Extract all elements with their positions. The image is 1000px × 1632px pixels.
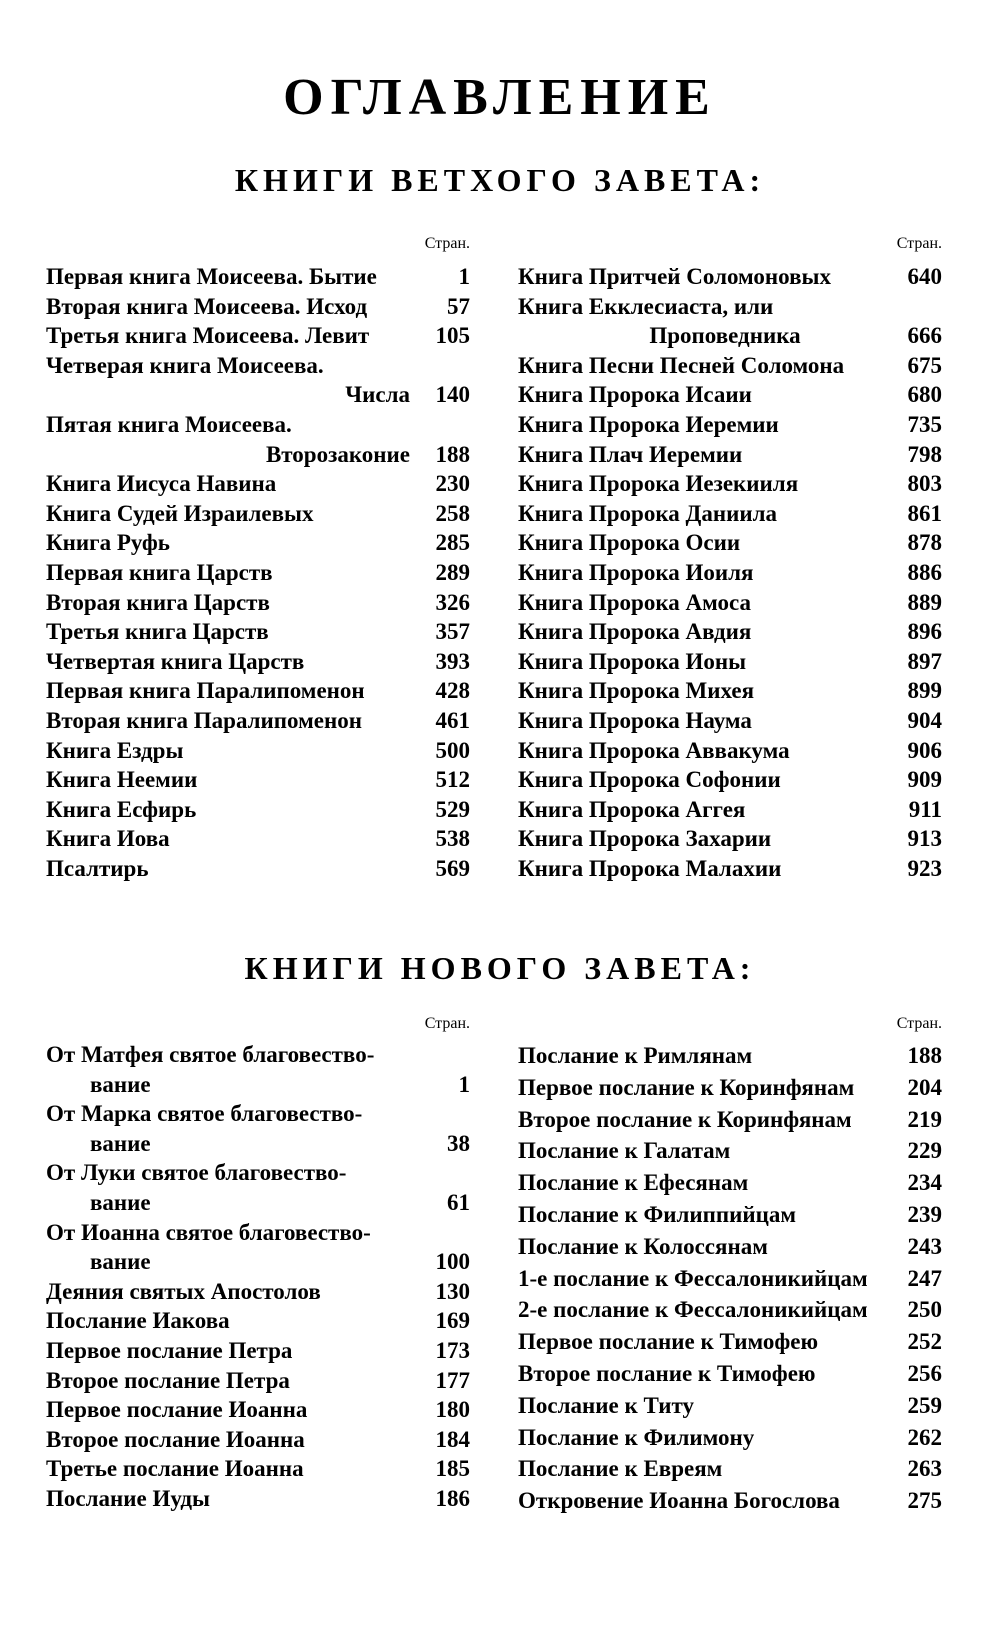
entry-title: Послание к Ефесянам <box>518 1170 749 1196</box>
entry-title: Книга Руфь <box>46 530 170 556</box>
entry-page-number: 140 <box>435 382 470 408</box>
entry-title: 2-е послание к Фессалоникийцам <box>518 1297 868 1323</box>
entry-title: Второзаконие <box>265 441 410 467</box>
entry-title: Книга Плач Иеремии <box>518 441 743 467</box>
entry-title: Послание к Евреям <box>518 1456 723 1482</box>
entry-page-number: 57 <box>447 293 470 319</box>
toc-entry <box>518 1485 942 1517</box>
entry-title: Книга Притчей Соломоновых <box>518 264 831 289</box>
entry-title: Книга Пророка Михея <box>518 678 755 704</box>
entry-page-number: 234 <box>907 1170 942 1196</box>
toc-entry <box>46 262 470 292</box>
toc-entry <box>518 1294 942 1326</box>
entry-page-number: 357 <box>435 619 470 645</box>
entry-page-number: 263 <box>907 1456 942 1482</box>
toc-entry <box>518 676 942 706</box>
entry-page-number: 61 <box>447 1189 470 1215</box>
entry-title: Послание к Римлянам <box>518 1043 753 1068</box>
entry-title: Второе послание Иоанна <box>46 1426 305 1452</box>
entry-title: От Марка святое благовество- <box>46 1101 363 1127</box>
entry-page-number: 428 <box>435 678 470 704</box>
entry-title: Послание к Галатам <box>518 1138 731 1164</box>
entry-title: Третье послание Иоанна <box>46 1456 304 1482</box>
entry-page-number: 666 <box>907 323 942 349</box>
entry-title: Книга Судей Израилевых <box>46 500 314 526</box>
toc-entry <box>518 824 942 854</box>
entry-page-number: 896 <box>907 619 942 645</box>
entry-page-number: 904 <box>907 707 942 733</box>
entry-page-number: 262 <box>907 1424 942 1450</box>
entry-title: Книга Пророка Иоиля <box>518 559 754 585</box>
entry-page-number: 913 <box>907 826 942 852</box>
entry-page-number: 899 <box>907 678 942 704</box>
toc-entry <box>518 292 942 322</box>
entry-title: Второе послание к Коринфянам <box>518 1106 852 1132</box>
toc-entry <box>46 647 470 677</box>
toc-entry <box>518 617 942 647</box>
entry-page-number: 184 <box>435 1426 470 1452</box>
entry-title: Проповедника <box>649 323 801 349</box>
entry-page-number: 173 <box>435 1337 470 1363</box>
toc-entry <box>46 1070 470 1100</box>
toc-entry <box>46 1129 470 1159</box>
entry-title: Книга Пророка Наума <box>518 707 752 733</box>
toc-entry <box>518 706 942 736</box>
entry-page-number: 897 <box>907 648 942 674</box>
nt-right-list <box>518 1040 942 1517</box>
entry-title: От Матфея святое благовество- <box>46 1042 375 1067</box>
toc-entry <box>46 1158 470 1188</box>
toc-entry <box>46 410 470 440</box>
entry-page-number: 219 <box>907 1106 942 1132</box>
page-label: Стран. <box>424 235 470 252</box>
entry-page-number: 461 <box>435 707 470 733</box>
entry-page-number: 259 <box>907 1392 942 1418</box>
entry-title: Первое послание Петра <box>46 1337 293 1363</box>
ot-left-list <box>46 262 470 883</box>
entry-page-number: 258 <box>435 500 470 526</box>
entry-page-number: 886 <box>907 559 942 585</box>
toc-entry <box>46 1247 470 1277</box>
toc-entry <box>518 1453 942 1485</box>
toc-entry <box>46 321 470 351</box>
toc-entry <box>46 1484 470 1514</box>
toc-entry <box>46 1040 470 1070</box>
entry-title: Книга Пророка Ионы <box>518 648 747 674</box>
entry-title: Вторая книга Царств <box>46 589 270 615</box>
toc-entry <box>46 292 470 322</box>
toc-entry <box>46 440 470 470</box>
page-label: Стран. <box>424 1015 470 1032</box>
entry-page-number: 100 <box>435 1249 470 1275</box>
entry-page-number: 326 <box>435 589 470 615</box>
toc-entry <box>518 440 942 470</box>
entry-title: От Луки святое благовество- <box>46 1160 347 1186</box>
ot-left-column <box>46 234 470 883</box>
toc-entry <box>518 1263 942 1295</box>
entry-title: Первое послание Иоанна <box>46 1397 308 1423</box>
entry-page-number: 186 <box>435 1485 470 1511</box>
toc-entry <box>46 1336 470 1366</box>
entry-page-number: 393 <box>435 648 470 674</box>
toc-entry <box>518 1326 942 1358</box>
entry-title: Послание Иакова <box>46 1308 230 1334</box>
entry-title: Вторая книга Паралипоменон <box>46 707 363 733</box>
entry-page-number: 512 <box>435 767 470 793</box>
entry-title: Четверая книга Моисеева. <box>46 352 324 378</box>
entry-title: Книга Есфирь <box>46 796 197 822</box>
entry-title: Книга Ездры <box>46 737 184 763</box>
entry-page-number: 252 <box>907 1329 942 1355</box>
entry-page-number: 538 <box>435 826 470 852</box>
new-testament-heading: КНИГИ НОВОГО ЗАВЕТА: <box>244 950 756 986</box>
toc-entry <box>518 736 942 766</box>
toc-entry <box>518 1135 942 1167</box>
entry-title: Послание к Филиппийцам <box>518 1201 797 1227</box>
page-title: ОГЛАВЛЕНИЕ <box>283 69 717 126</box>
entry-page-number: 640 <box>907 264 942 289</box>
entry-page-number: 909 <box>907 767 942 793</box>
toc-entry <box>518 1167 942 1199</box>
entry-title: Третья книга Моисеева. Левит <box>46 323 370 349</box>
entry-title: Послание к Филимону <box>518 1424 755 1450</box>
entry-title: Первая книга Моисеева. Бытие <box>46 264 377 289</box>
ot-right-list <box>518 262 942 883</box>
toc-entry <box>46 1366 470 1396</box>
toc-entry <box>518 469 942 499</box>
entry-page-number: 289 <box>435 559 470 585</box>
entry-title: Книга Пророка Даниила <box>518 500 777 526</box>
entry-page-number: 569 <box>435 855 470 881</box>
entry-title: Книга Пророка Исаии <box>518 382 752 408</box>
entry-page-number: 185 <box>435 1456 470 1482</box>
toc-entry <box>46 588 470 618</box>
toc-entry <box>46 1099 470 1129</box>
toc-entry <box>46 706 470 736</box>
entry-title: Деяния святых Апостолов <box>46 1278 321 1304</box>
entry-page-number: 529 <box>435 796 470 822</box>
toc-entry <box>46 528 470 558</box>
entry-title: Первое послание к Коринфянам <box>518 1074 855 1100</box>
entry-page-number: 229 <box>907 1138 942 1164</box>
entry-title: Первая книга Царств <box>46 559 273 585</box>
entry-title: Книга Пророка Осии <box>518 530 741 556</box>
entry-title: Книга Иисуса Навина <box>46 471 277 497</box>
entry-page-number: 239 <box>907 1201 942 1227</box>
toc-entry <box>46 1188 470 1218</box>
entry-page-number: 680 <box>907 382 942 408</box>
entry-page-number: 500 <box>435 737 470 763</box>
page-label: Стран. <box>896 235 942 252</box>
entry-page-number: 735 <box>907 411 942 437</box>
toc-entry <box>518 1422 942 1454</box>
entry-title: Книга Песни Песней Соломона <box>518 352 845 378</box>
entry-title: Откровение Иоанна Богослова <box>518 1488 840 1514</box>
toc-entry <box>518 410 942 440</box>
toc-entry <box>518 1040 942 1072</box>
entry-page-number: 878 <box>907 530 942 556</box>
nt-left-list <box>46 1040 470 1514</box>
entry-page-number: 906 <box>907 737 942 763</box>
toc-entry <box>518 765 942 795</box>
entry-page-number: 243 <box>907 1233 942 1259</box>
entry-page-number: 204 <box>907 1074 942 1100</box>
entry-title: Первая книга Паралипоменон <box>46 678 365 704</box>
old-testament-heading: КНИГИ ВЕТХОГО ЗАВЕТА: <box>234 162 766 198</box>
toc-entry <box>518 588 942 618</box>
entry-title: Третья книга Царств <box>46 619 269 645</box>
entry-title: Второе послание Петра <box>46 1367 290 1393</box>
entry-title: вание <box>90 1130 151 1156</box>
entry-page-number: 803 <box>907 471 942 497</box>
toc-entry <box>518 499 942 529</box>
entry-title: От Иоанна святое благовество- <box>46 1219 371 1245</box>
entry-title: Послание к Титу <box>518 1392 694 1418</box>
entry-page-number: 180 <box>435 1397 470 1423</box>
toc-entry <box>46 676 470 706</box>
toc-entry <box>518 1104 942 1136</box>
entry-page-number: 38 <box>447 1130 470 1156</box>
entry-title: Первое послание к Тимофею <box>518 1329 819 1355</box>
toc-entry <box>46 1454 470 1484</box>
toc-entry <box>518 558 942 588</box>
entry-page-number: 911 <box>908 796 942 822</box>
entry-title: вание <box>90 1071 151 1097</box>
toc-entry <box>518 380 942 410</box>
entry-title: Книга Пророка Софонии <box>518 767 781 793</box>
entry-page-number: 861 <box>907 500 942 526</box>
entry-page-number: 675 <box>907 352 942 378</box>
entry-page-number: 798 <box>907 441 942 467</box>
toc-entry <box>46 351 470 381</box>
toc-entry <box>518 351 942 381</box>
entry-title: Книга Неемии <box>46 767 198 793</box>
entry-title: вание <box>90 1249 151 1275</box>
nt-right-column <box>518 1014 942 1517</box>
entry-page-number: 188 <box>907 1043 942 1068</box>
entry-title: Книга Пророка Аввакума <box>518 737 790 763</box>
toc-entry <box>46 765 470 795</box>
entry-page-number: 188 <box>435 441 470 467</box>
entry-title: Числа <box>345 382 410 408</box>
ot-right-column <box>518 234 942 883</box>
entry-title: Книга Пророка Аггея <box>518 796 746 822</box>
toc-entry <box>46 380 470 410</box>
entry-page-number: 889 <box>907 589 942 615</box>
entry-page-number: 230 <box>435 471 470 497</box>
toc-entry <box>518 854 942 884</box>
entry-page-number: 130 <box>435 1278 470 1304</box>
entry-title: Пятая книга Моисеева. <box>46 411 292 437</box>
toc-entry <box>46 558 470 588</box>
toc-entry <box>46 736 470 766</box>
toc-entry <box>518 1199 942 1231</box>
toc-entry <box>46 1277 470 1307</box>
page-label: Стран. <box>896 1015 942 1032</box>
toc-entry <box>518 1390 942 1422</box>
entry-title: Послание к Колоссянам <box>518 1233 768 1259</box>
toc-entry <box>46 795 470 825</box>
entry-title: Послание Иуды <box>46 1485 210 1511</box>
entry-page-number: 1 <box>458 1071 470 1097</box>
toc-entry <box>518 647 942 677</box>
toc-entry <box>46 617 470 647</box>
toc-entry <box>46 499 470 529</box>
entry-page-number: 1 <box>458 264 470 289</box>
toc-entry <box>46 1395 470 1425</box>
toc-entry <box>518 1231 942 1263</box>
entry-page-number: 105 <box>435 323 470 349</box>
entry-title: Книга Пророка Иеремии <box>518 411 779 437</box>
entry-title: Книга Екклесиаста, или <box>518 293 774 319</box>
toc-entry <box>518 321 942 351</box>
toc-entry <box>46 854 470 884</box>
entry-page-number: 275 <box>907 1488 942 1514</box>
entry-title: Книга Пророка Амоса <box>518 589 751 615</box>
toc-entry <box>518 1072 942 1104</box>
entry-title: Псалтирь <box>46 855 149 881</box>
entry-page-number: 177 <box>435 1367 470 1393</box>
entry-page-number: 256 <box>907 1360 942 1386</box>
entry-title: Книга Пророка Иезекииля <box>518 471 799 497</box>
entry-page-number: 923 <box>907 855 942 881</box>
toc-entry <box>46 1425 470 1455</box>
toc-entry <box>46 824 470 854</box>
toc-entry <box>46 469 470 499</box>
toc-entry <box>46 1218 470 1248</box>
entry-title: вание <box>90 1189 151 1215</box>
entry-page-number: 247 <box>907 1265 942 1291</box>
toc-entry <box>518 528 942 558</box>
toc-entry <box>518 795 942 825</box>
entry-title: 1-е послание к Фессалоникийцам <box>518 1265 868 1291</box>
entry-page-number: 250 <box>907 1297 942 1323</box>
entry-page-number: 285 <box>435 530 470 556</box>
entry-title: Вторая книга Моисеева. Исход <box>46 293 368 319</box>
entry-title: Второе послание к Тимофею <box>518 1360 816 1386</box>
toc-entry <box>46 1306 470 1336</box>
entry-page-number: 169 <box>435 1308 470 1334</box>
entry-title: Книга Пророка Авдия <box>518 619 752 645</box>
nt-left-column <box>46 1014 470 1514</box>
entry-title: Книга Иова <box>46 826 170 852</box>
entry-title: Книга Пророка Малахии <box>518 855 782 881</box>
toc-entry <box>518 1358 942 1390</box>
entry-title: Четвертая книга Царств <box>46 648 305 674</box>
toc-entry <box>518 262 942 292</box>
entry-title: Книга Пророка Захарии <box>518 826 772 852</box>
